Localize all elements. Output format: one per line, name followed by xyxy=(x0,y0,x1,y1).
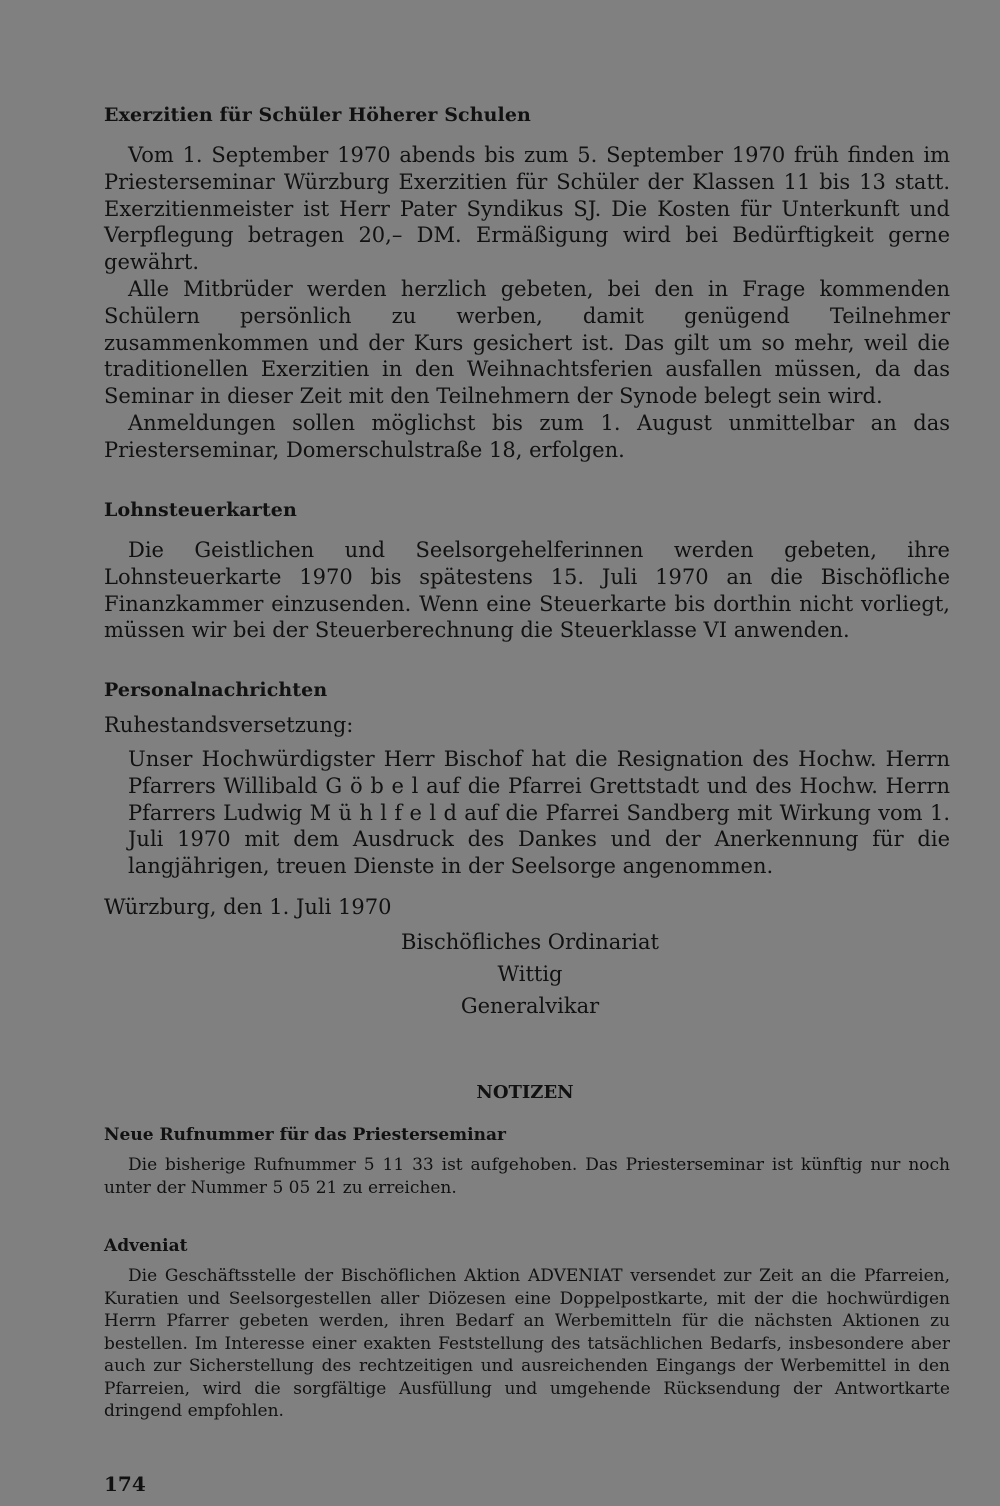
heading-adveniat: Adveniat xyxy=(104,1236,188,1256)
lohnsteuer-paragraph: Die Geistlichen und Seelsorgehelferinnen werden gebeten, ihre Lohnsteuerkarte 1970 bis spätestens 15. Juli 1970 an die Bischöfliche Finanzkammer einzusenden. Wenn eine Steuerkarte bis dorthin nicht vorliegt, müssen wir bei der Steuerberechnung die Steuerklasse VI anwenden. xyxy=(104,538,950,643)
personal-text xyxy=(128,746,950,880)
heading-lohnsteuerkarten: Lohnsteuerkarten xyxy=(104,499,297,521)
place-date: Würzburg, den 1. Juli 1970 xyxy=(104,895,392,919)
signature-line-3: Generalvikar xyxy=(460,994,600,1018)
rufnummer-text xyxy=(104,1154,950,1199)
signature-line-2: Wittig xyxy=(497,962,563,986)
exerzitien-paragraph-1: Vom 1. September 1970 abends bis zum 5. September 1970 früh finden im Priesterseminar Würzburg Exerzitien für Schüler der Klassen 11 bis 13 statt. Exerzitienmeister ist Herr Pater Syndikus SJ. Die Kosten für Unterkunft und Verpflegung betragen 20,– DM. Ermäßigung wird bei Bedürftigkeit gerne gewährt. xyxy=(104,143,950,275)
page-number: 174 xyxy=(104,1472,146,1496)
adveniat-paragraph: Die Geschäftsstelle der Bischöflichen Aktion ADVENIAT versendet zur Zeit an die Pfarreien, Kuratien und Seelsorgestellen aller Diözesen eine Doppelpostkarte, mit der die hochwürdigen Herrn Pfarrer gebeten werden, ihren Bedarf an Werbemitteln für die nächsten Aktionen zu bestellen. Im Interesse einer exakten Feststellung des tatsächlichen Bedarfs, insbesondere aber auch zur Sicherstellung des rechtzeitigen und ausreichenden Eingangs der Werbemittel in den Pfarreien, wird die sorgfältige Ausfüllung und umgehende Rücksendung der Antwortkarte dringend empfohlen. xyxy=(104,1266,950,1421)
exerzitien-text xyxy=(104,142,950,464)
adveniat-text xyxy=(104,1265,950,1423)
exerzitien-paragraph-2: Alle Mitbrüder werden herzlich gebeten, bei den in Frage kommenden Schülern persönlich zu werben, damit genügend Teilnehmer zusammenkommen und der Kurs gesichert ist. Das gilt um so mehr, weil die traditionellen Exerzitien in den Weihnachtsferien ausfallen müssen, da das Seminar in dieser Zeit mit den Teilnehmern der Synode belegt sein wird. xyxy=(104,276,950,409)
personal-paragraph: Unser Hochwürdigster Herr Bischof hat die Resignation des Hochw. Herrn Pfarrers Willibald G ö b e l auf die Pfarrei Grettstadt und des Hochw. Herrn Pfarrers Ludwig M ü h l f e l d auf die Pfarrei Sandberg mit Wirkung vom 1. Juli 1970 mit dem Ausdruck des Dankes und der Anerkennung für die langjährigen, treuen Dienste in der Seelsorge angenommen. xyxy=(128,747,950,879)
signature-block xyxy=(330,926,730,1022)
personal-subheading: Ruhestandsversetzung: xyxy=(104,713,354,737)
rufnummer-paragraph: Die bisherige Rufnummer 5 11 33 ist aufgehoben. Das Priesterseminar ist künftig nur noch unter der Nummer 5 05 21 zu erreichen. xyxy=(104,1155,950,1198)
lohnsteuer-text xyxy=(104,537,950,644)
heading-rufnummer: Neue Rufnummer für das Priesterseminar xyxy=(104,1125,506,1145)
exerzitien-paragraph-3: Anmeldungen sollen möglichst bis zum 1. August unmittelbar an das Priesterseminar, Domerschulstraße 18, erfolgen. xyxy=(104,410,950,462)
heading-personalnachrichten: Personalnachrichten xyxy=(104,679,328,701)
notizen-title: NOTIZEN xyxy=(476,1082,574,1103)
signature-line-1: Bischöfliches Ordinariat xyxy=(401,930,659,954)
heading-exerzitien: Exerzitien für Schüler Höherer Schulen xyxy=(104,104,531,126)
